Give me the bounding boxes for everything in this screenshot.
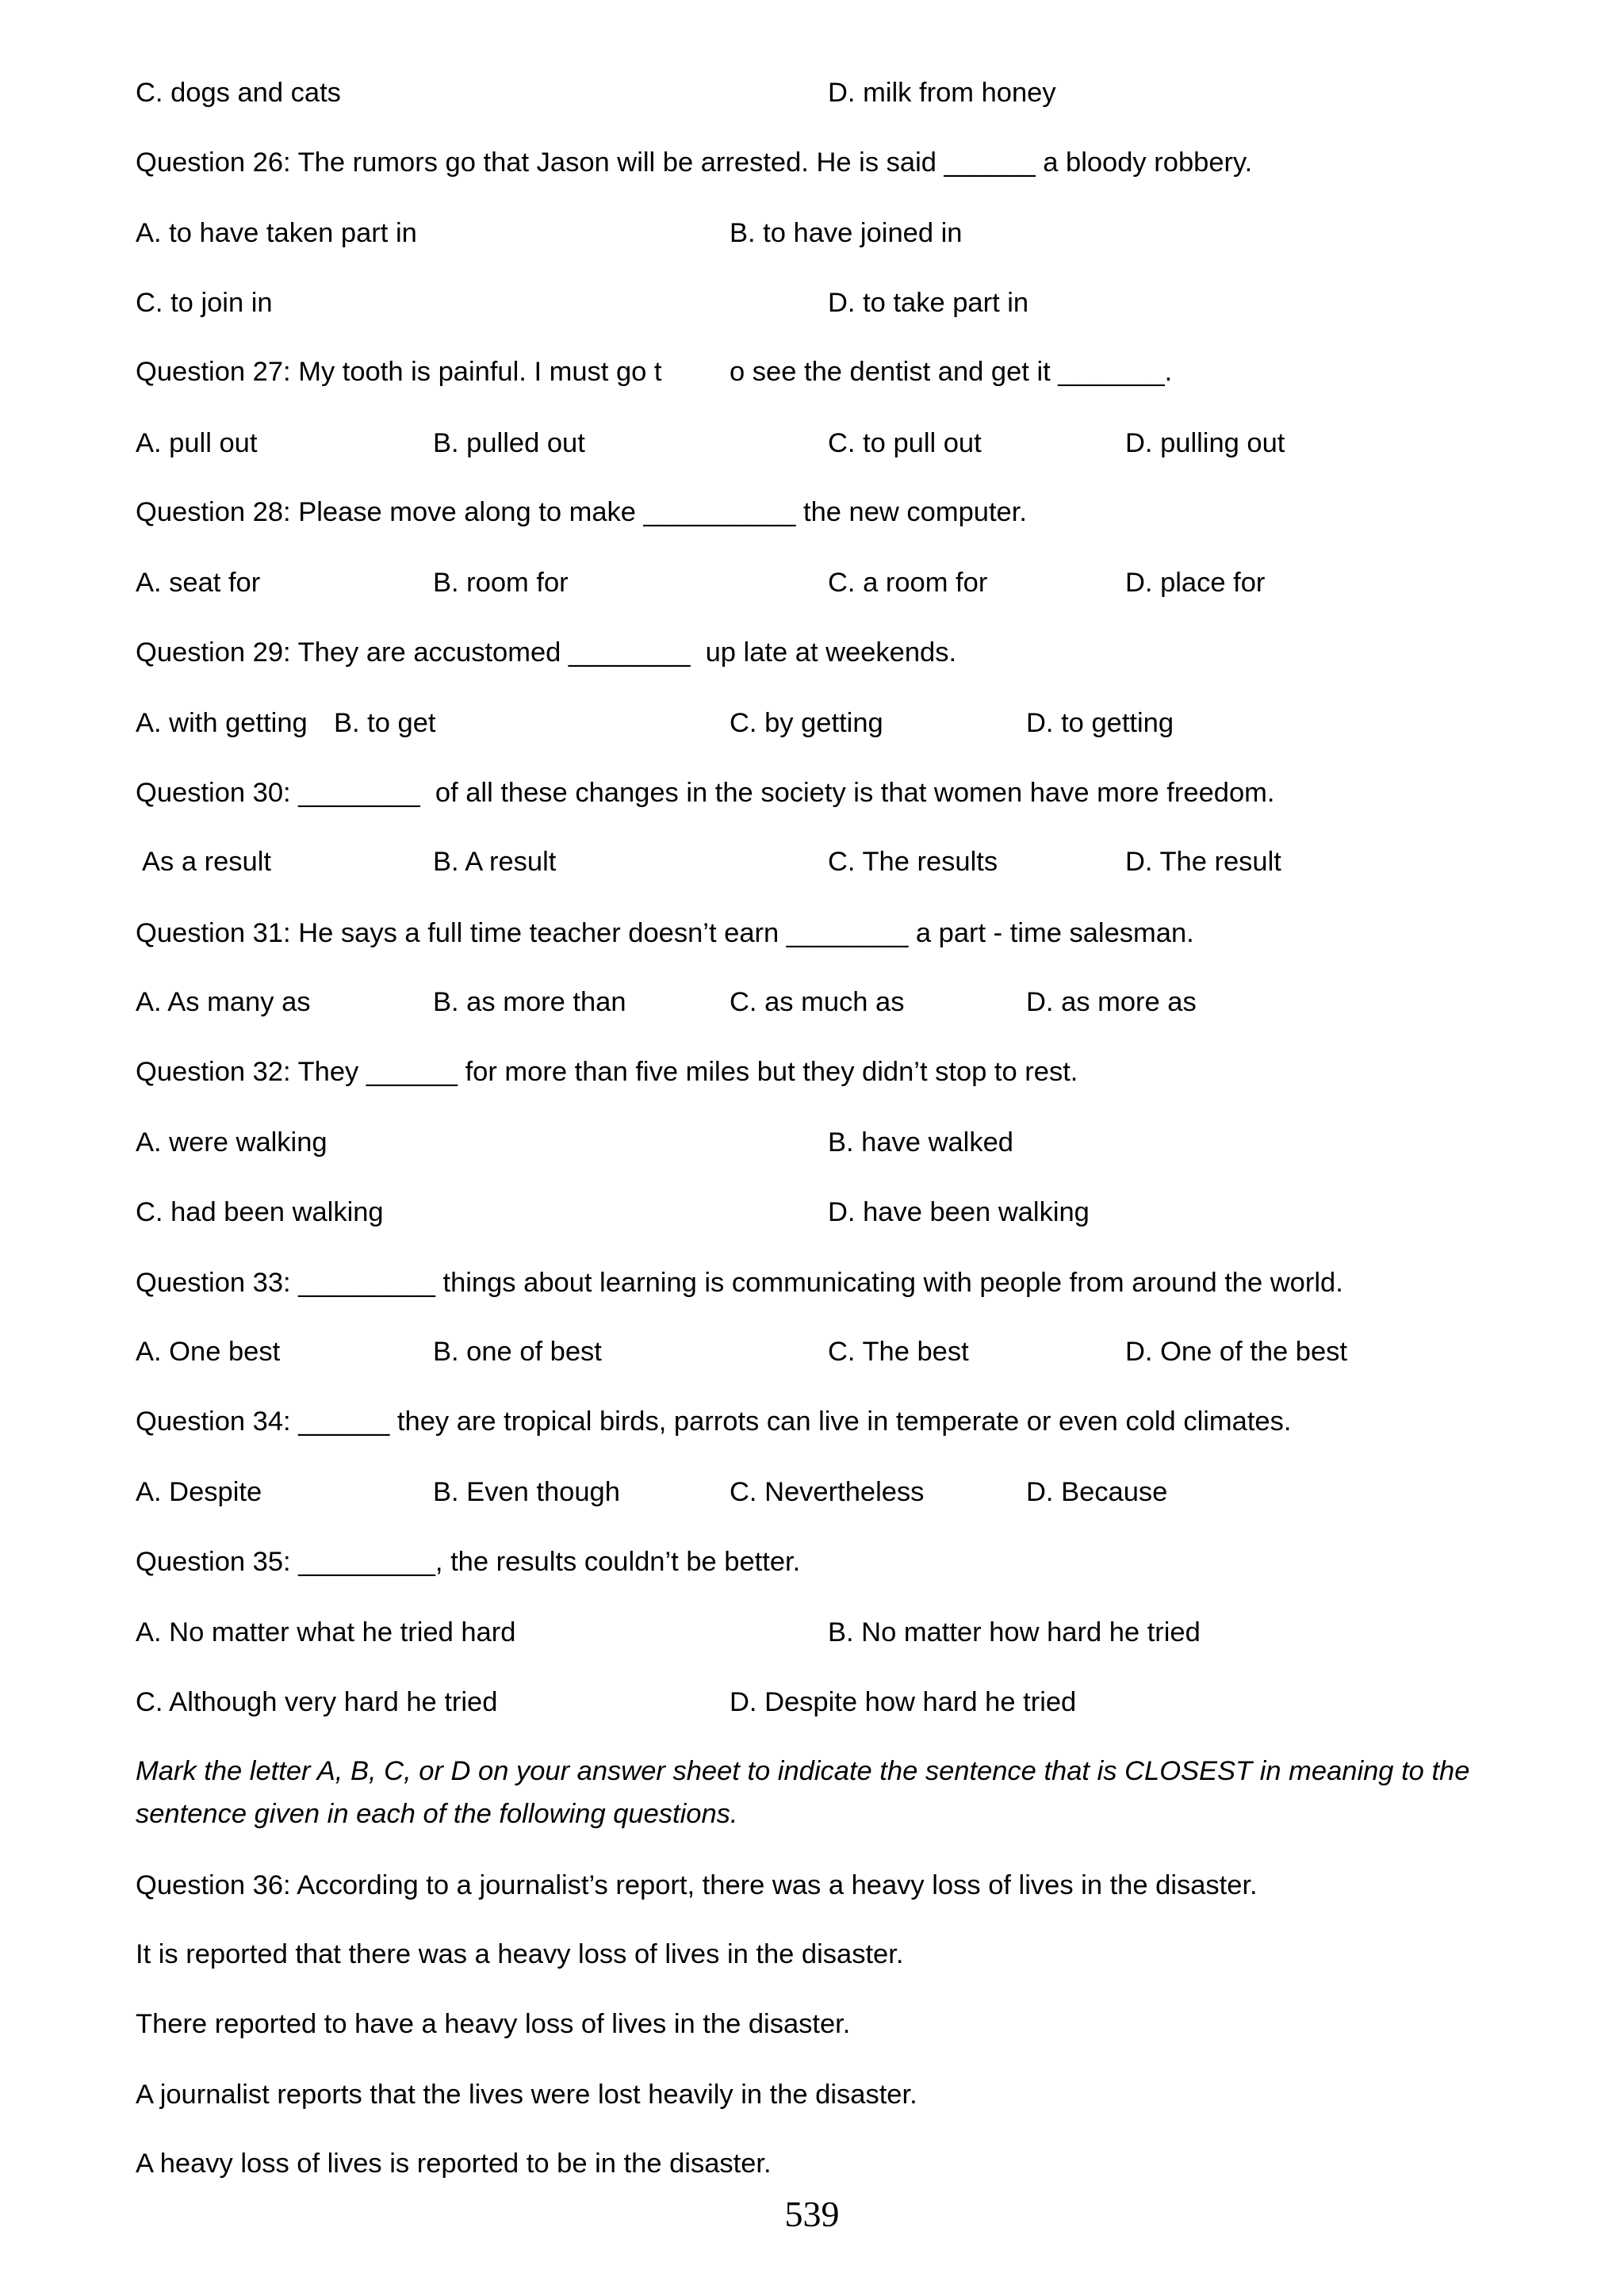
answer-option: C. a room for: [828, 568, 988, 598]
answer-option: B. A result: [433, 847, 557, 877]
answer-option: B. to get: [334, 708, 436, 738]
question-28-options-row: [0, 565, 1624, 600]
answer-option: C. The best: [828, 1337, 969, 1367]
answer-option: B. room for: [433, 568, 569, 598]
answer-option: A. As many as: [136, 987, 311, 1017]
question-36-stem-row: [0, 1868, 1624, 1903]
answer-option: C. to pull out: [828, 428, 982, 458]
answer-option: D. to take part in: [828, 288, 1029, 318]
answer-option: B. have walked: [828, 1127, 1013, 1158]
question-36-option-row: [0, 2146, 1624, 2181]
answer-option: D. The result: [1125, 847, 1281, 877]
answer-option: B. one of best: [433, 1337, 602, 1367]
answer-option: D. to getting: [1026, 708, 1174, 738]
continued-options-row: [0, 75, 1624, 110]
page-number: 539: [784, 2194, 840, 2234]
question-36-option-row: [0, 2077, 1624, 2112]
answer-option: D. have been walking: [828, 1197, 1090, 1227]
answer-option: B. as more than: [433, 987, 626, 1017]
question-stem: Question 26: The rumors go that Jason will be arrested. He is said ______ a bloody robbery.: [136, 147, 1253, 178]
question-29-stem-row: [0, 635, 1624, 670]
question-32-options-row: [0, 1125, 1624, 1160]
question-stem: Question 34: ______ they are tropical birds, parrots can live in temperate or even cold climates.: [136, 1406, 1292, 1437]
question-35-stem-row: [0, 1544, 1624, 1579]
question-stem: Question 36: According to a journalist’s report, there was a heavy loss of lives in the disaster.: [136, 1870, 1258, 1900]
answer-option: C. by getting: [730, 708, 883, 738]
question-stem: Question 30: ________ of all these changes in the society is that women have more freedom.: [136, 778, 1275, 808]
question-32-stem-row: [0, 1054, 1624, 1089]
question-stem: Question 28: Please move along to make __________ the new computer.: [136, 497, 1027, 527]
answer-option: There reported to have a heavy loss of lives in the disaster.: [136, 2009, 851, 2039]
answer-option: C. to join in: [136, 288, 273, 318]
answer-option: A. with getting: [136, 708, 308, 738]
question-34-options-row: [0, 1475, 1624, 1510]
question-stem: Question 33: _________ things about learning is communicating with people from around the world.: [136, 1268, 1343, 1298]
question-35-options-row: [0, 1685, 1624, 1720]
answer-option: D. as more as: [1026, 987, 1197, 1017]
answer-option: D. Despite how hard he tried: [730, 1687, 1077, 1717]
answer-option: A journalist reports that the lives were lost heavily in the disaster.: [136, 2080, 917, 2110]
question-36-option-row: [0, 2007, 1624, 2042]
question-33-stem-row: [0, 1265, 1624, 1300]
answer-option: C. dogs and cats: [136, 78, 341, 108]
instruction-line: [0, 1797, 1624, 1831]
instruction-text: Mark the letter A, B, C, or D on your answer sheet to indicate the sentence that is CLOSEST in meaning to the: [136, 1756, 1470, 1786]
question-26-options-row: [0, 285, 1624, 320]
question-28-stem-row: [0, 495, 1624, 530]
instruction-line: [0, 1754, 1624, 1789]
question-26-options-row: [0, 216, 1624, 251]
answer-option: It is reported that there was a heavy loss of lives in the disaster.: [136, 1939, 904, 1969]
answer-option: C. as much as: [730, 987, 905, 1017]
answer-option: A. Despite: [136, 1477, 262, 1507]
question-31-stem-row: [0, 916, 1624, 951]
answer-option: B. to have joined in: [730, 218, 963, 248]
answer-option: A. pull out: [136, 428, 258, 458]
answer-option: C. had been walking: [136, 1197, 384, 1227]
instruction-text: sentence given in each of the following questions.: [136, 1799, 738, 1829]
question-36-option-row: [0, 1937, 1624, 1972]
answer-option: D. pulling out: [1125, 428, 1285, 458]
question-31-options-row: [0, 985, 1624, 1020]
answer-option: D. milk from honey: [828, 78, 1056, 108]
question-stem: Question 32: They ______ for more than five miles but they didn’t stop to rest.: [136, 1057, 1078, 1087]
answer-option: A. No matter what he tried hard: [136, 1617, 516, 1647]
answer-option: B. No matter how hard he tried: [828, 1617, 1201, 1647]
answer-option: A heavy loss of lives is reported to be in the disaster.: [136, 2149, 772, 2179]
answer-option: A. to have taken part in: [136, 218, 417, 248]
question-stem: Question 31: He says a full time teacher doesn’t earn ________ a part - time salesman.: [136, 918, 1194, 948]
answer-option: D. place for: [1125, 568, 1266, 598]
question-35-options-row: [0, 1615, 1624, 1650]
answer-option: As a result: [142, 847, 271, 877]
question-34-stem-row: [0, 1404, 1624, 1439]
question-stem: Question 27: My tooth is painful. I must go t: [136, 357, 662, 387]
question-stem-continued: o see the dentist and get it _______.: [730, 357, 1173, 387]
question-27-options-row: [0, 426, 1624, 461]
answer-option: C. The results: [828, 847, 998, 877]
answer-option: D. One of the best: [1125, 1337, 1347, 1367]
question-32-options-row: [0, 1195, 1624, 1230]
answer-option: B. Even though: [433, 1477, 620, 1507]
question-stem: Question 35: _________, the results couldn’t be better.: [136, 1547, 801, 1577]
question-26-stem-row: [0, 145, 1624, 180]
question-30-options-row: [0, 844, 1624, 879]
answer-option: A. One best: [136, 1337, 281, 1367]
answer-option: C. Although very hard he tried: [136, 1687, 498, 1717]
question-29-options-row: [0, 706, 1624, 740]
answer-option: A. seat for: [136, 568, 261, 598]
answer-option: D. Because: [1026, 1477, 1168, 1507]
answer-option: C. Nevertheless: [730, 1477, 925, 1507]
answer-option: B. pulled out: [433, 428, 585, 458]
question-stem: Question 29: They are accustomed ________ up late at weekends.: [136, 637, 957, 668]
question-33-options-row: [0, 1334, 1624, 1369]
answer-option: A. were walking: [136, 1127, 327, 1158]
question-30-stem-row: [0, 775, 1624, 810]
question-27-stem-row: [0, 354, 1624, 389]
